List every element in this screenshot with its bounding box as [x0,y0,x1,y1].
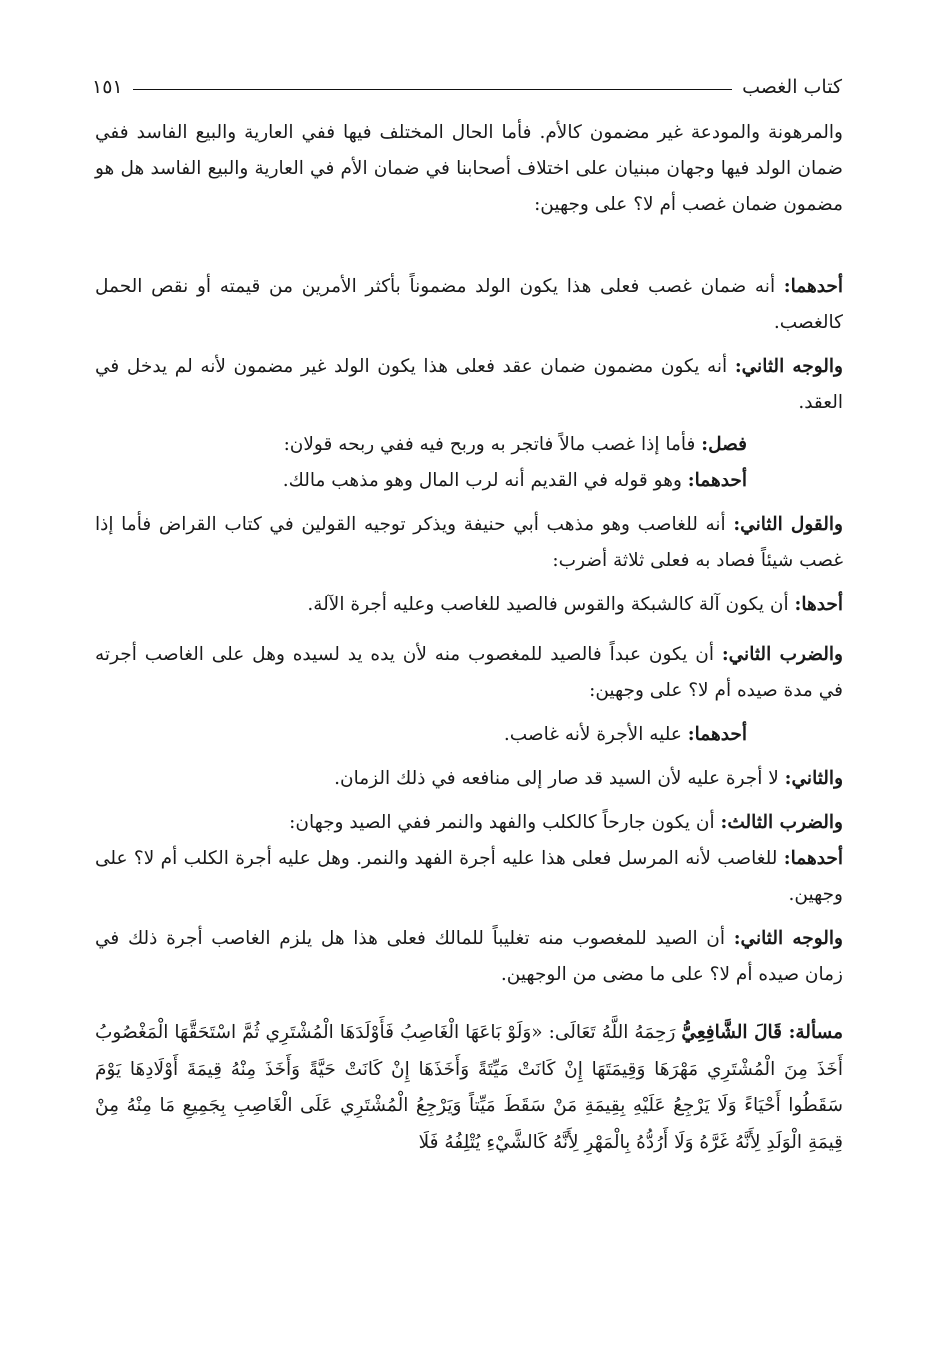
chapter-title: كتاب الغصب [742,76,842,98]
paragraph-intro [95,115,843,223]
paragraph [95,717,843,753]
paragraph-label: أحدهما: [687,724,747,745]
paragraph-label: فصل: [701,434,747,455]
paragraph-label: أحدهما: [783,848,843,869]
paragraph [95,637,843,709]
paragraph [95,463,843,499]
paragraph-text: أنه يكون مضمون ضمان عقد فعلى هذا يكون الولد غير مضمون لأنه لم يدخل في العقد. [95,356,843,413]
paragraph [95,587,843,623]
paragraph-text: فأما إذا غصب مالاً فاتجر به وربح فيه ففي ربحه قولان: [283,434,702,455]
paragraph-fasl [95,427,843,463]
page-body [95,115,843,1161]
page-number: ١٥١ [92,76,123,98]
paragraph-text: لا أجرة عليه لأن السيد قد صار إلى منافعه في ذلك الزمان. [334,768,785,789]
paragraph-label: والوجه الثاني: [734,356,843,377]
paragraph-label: والضرب الثاني: [721,644,843,665]
masala-speaker: قَالَ الشَّافِعِيُّ [681,1022,789,1043]
paragraph-text: عليه الأجرة لأنه غاصب. [503,724,688,745]
paragraph-label: أحدهما: [687,470,747,491]
paragraph-label: أحدها: [794,594,843,615]
running-header [92,72,842,102]
paragraph-text: أن يكون جارحاً كالكلب والفهد والنمر ففي الصيد وجهان: [289,812,721,833]
paragraph [95,507,843,579]
header-rule [133,89,733,90]
paragraph-text: أن الصيد للمغصوب منه تغليباً للمالك فعلى هذا هل يلزم الغاصب أجرة ذلك في زمان صيده أم لا؟ على ما مضى من الوجهين. [95,928,843,985]
masala-paragraph [95,1015,843,1161]
paragraph-text: والمرهونة والمودعة غير مضمون كالأم. فأما الحال المختلف فيها ففي العارية والبيع الفاسد ففي ضمان الولد فيها وجهان مبنيان على اختلاف أصحابنا في ضمان الأم في العارية والبيع الفاسد هل هو مضمون ضمان غصب أم لا؟ على وجهين: [95,122,843,215]
masala-label: مسألة: [788,1022,843,1043]
paragraph [95,805,843,841]
paragraph-label: والقول الثاني: [733,514,843,535]
paragraph [95,269,843,341]
paragraph [95,841,843,913]
masala-text: رَحِمَهُ اللَّهُ تَعَالَى: «وَلَوْ بَاعَهَا الْغَاصِبُ فَأَوْلَدَهَا الْمُشْتَرِي ثُمَّ اسْتَحَقَّهَا الْمَغْصُوبُ أَخَذَ مِنَ الْمُشْتَرِي مَهْرَهَا وَقِيمَتَهَا إِنْ كَانَتْ مَيِّتَةً وَأَخَذَهَا إِنْ كَانَتْ حَيَّةً وَأَخَذَ مِنْهُ قِيمَةَ أَوْلَادِهَا يَوْمَ سَقَطُوا أَحْيَاءً وَلَا يَرْجِعُ عَلَيْهِ بِقِيمَةِ مَنْ سَقَطَ مَيِّتاً وَيَرْجِعُ الْمُشْتَرِي عَلَى الْغَاصِبِ بِجَمِيعِ مَا مِنْهُ مِنْ قِيمَةِ الْوَلَدِ لِأَنَّهُ غَرَّهُ وَلَا أَرُدُّهُ بِالْمَهْرِ لِأَنَّهُ كَالشَّيْءِ يُتْلِفُهُ فَلَا [95,1022,843,1153]
paragraph-text: وهو قوله في القديم أنه لرب المال وهو مذهب مالك. [282,470,688,491]
paragraph-text: أن يكون عبداً فالصيد للمغصوب منه لأن يده يد لسيده وهل على الغاصب أجرته في مدة صيده أم لا؟ على وجهين: [95,644,843,701]
paragraph [95,761,843,797]
paragraph-label: والوجه الثاني: [733,928,843,949]
paragraph-text: أنه للغاصب وهو مذهب أبي حنيفة ويذكر توجيه القولين في كتاب القراض فأما إذا غصب شيئاً فصاد به فعلى ثلاثة أضرب: [95,514,843,571]
paragraph [95,921,843,993]
paragraph-text: أنه ضمان غصب فعلى هذا يكون الولد مضموناً بأكثر الأمرين من قيمته أو نقص الحمل كالغصب. [95,276,843,333]
paragraph-label: والضرب الثالث: [720,812,843,833]
paragraph-label: والثاني: [784,768,843,789]
paragraph-label: أحدهما: [783,276,843,297]
paragraph-text: أن يكون آلة كالشبكة والقوس فالصيد للغاصب وعليه أجرة الآلة. [307,594,795,615]
paragraph-text: للغاصب لأنه المرسل فعلى هذا عليه أجرة الفهد والنمر. وهل عليه أجرة الكلب أم لا؟ على وجهين. [95,848,843,905]
paragraph [95,349,843,421]
